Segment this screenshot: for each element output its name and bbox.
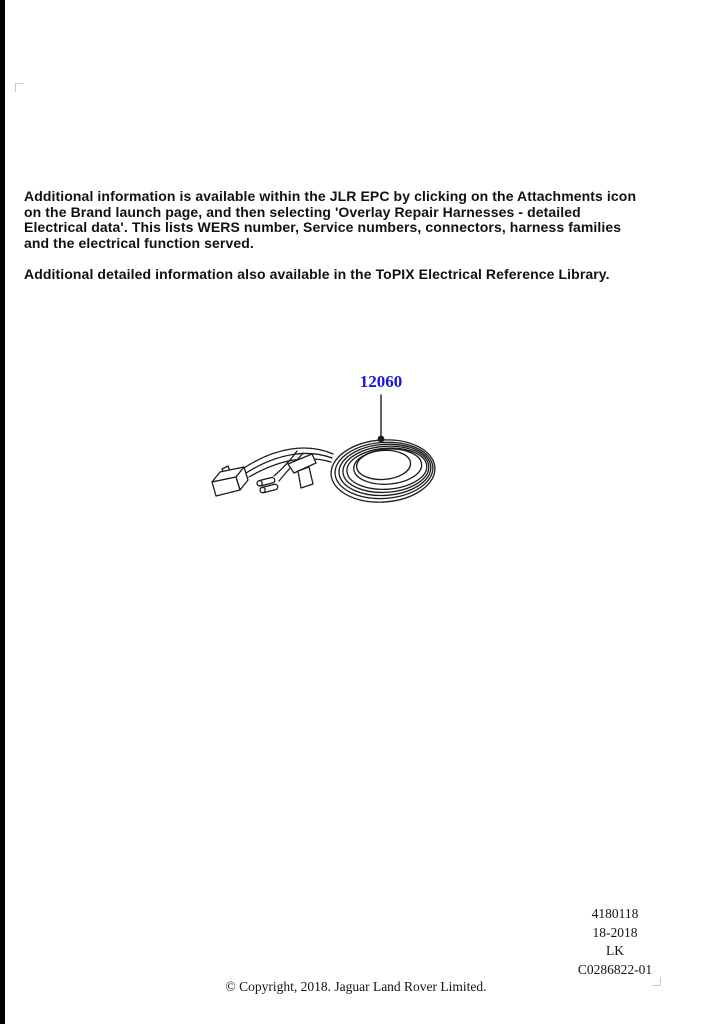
harness-connector xyxy=(212,466,248,496)
part-number-callout[interactable]: 12060 xyxy=(359,372,403,391)
secondary-paragraph: Additional detailed information also available in the ToPIX Electrical Reference Library. xyxy=(24,266,610,282)
page-edge-bar xyxy=(0,0,5,1024)
copyright-line: © Copyright, 2018. Jaguar Land Rover Limited. xyxy=(225,979,487,994)
reference-block xyxy=(553,905,677,979)
leader-line xyxy=(378,395,385,442)
harness-clip xyxy=(288,454,316,488)
crop-mark-top-left xyxy=(15,83,24,92)
harness-figure xyxy=(200,392,450,510)
paragraph-line: on the Brand launch page, and then selecting 'Overlay Repair Harnesses - detailed xyxy=(24,203,581,220)
reference-date: 18-2018 xyxy=(592,924,638,940)
reference-number: 4180118 xyxy=(591,906,639,921)
reference-drawing-number: C0286822-01 xyxy=(577,961,653,977)
harness-terminals xyxy=(256,477,278,493)
paragraph-line: Additional information is available within the JLR EPC by clicking on the Attachments icon xyxy=(24,188,637,204)
harness-illustration xyxy=(200,392,450,510)
callout-dot xyxy=(378,436,385,443)
harness-coil xyxy=(329,436,437,505)
reference-code: LK xyxy=(606,943,624,958)
intro-paragraph xyxy=(24,189,684,251)
paragraph-line: and the electrical function served. xyxy=(24,234,254,251)
paragraph-line: Electrical data'. This lists WERS number, Service numbers, connectors, harness families xyxy=(24,219,622,236)
